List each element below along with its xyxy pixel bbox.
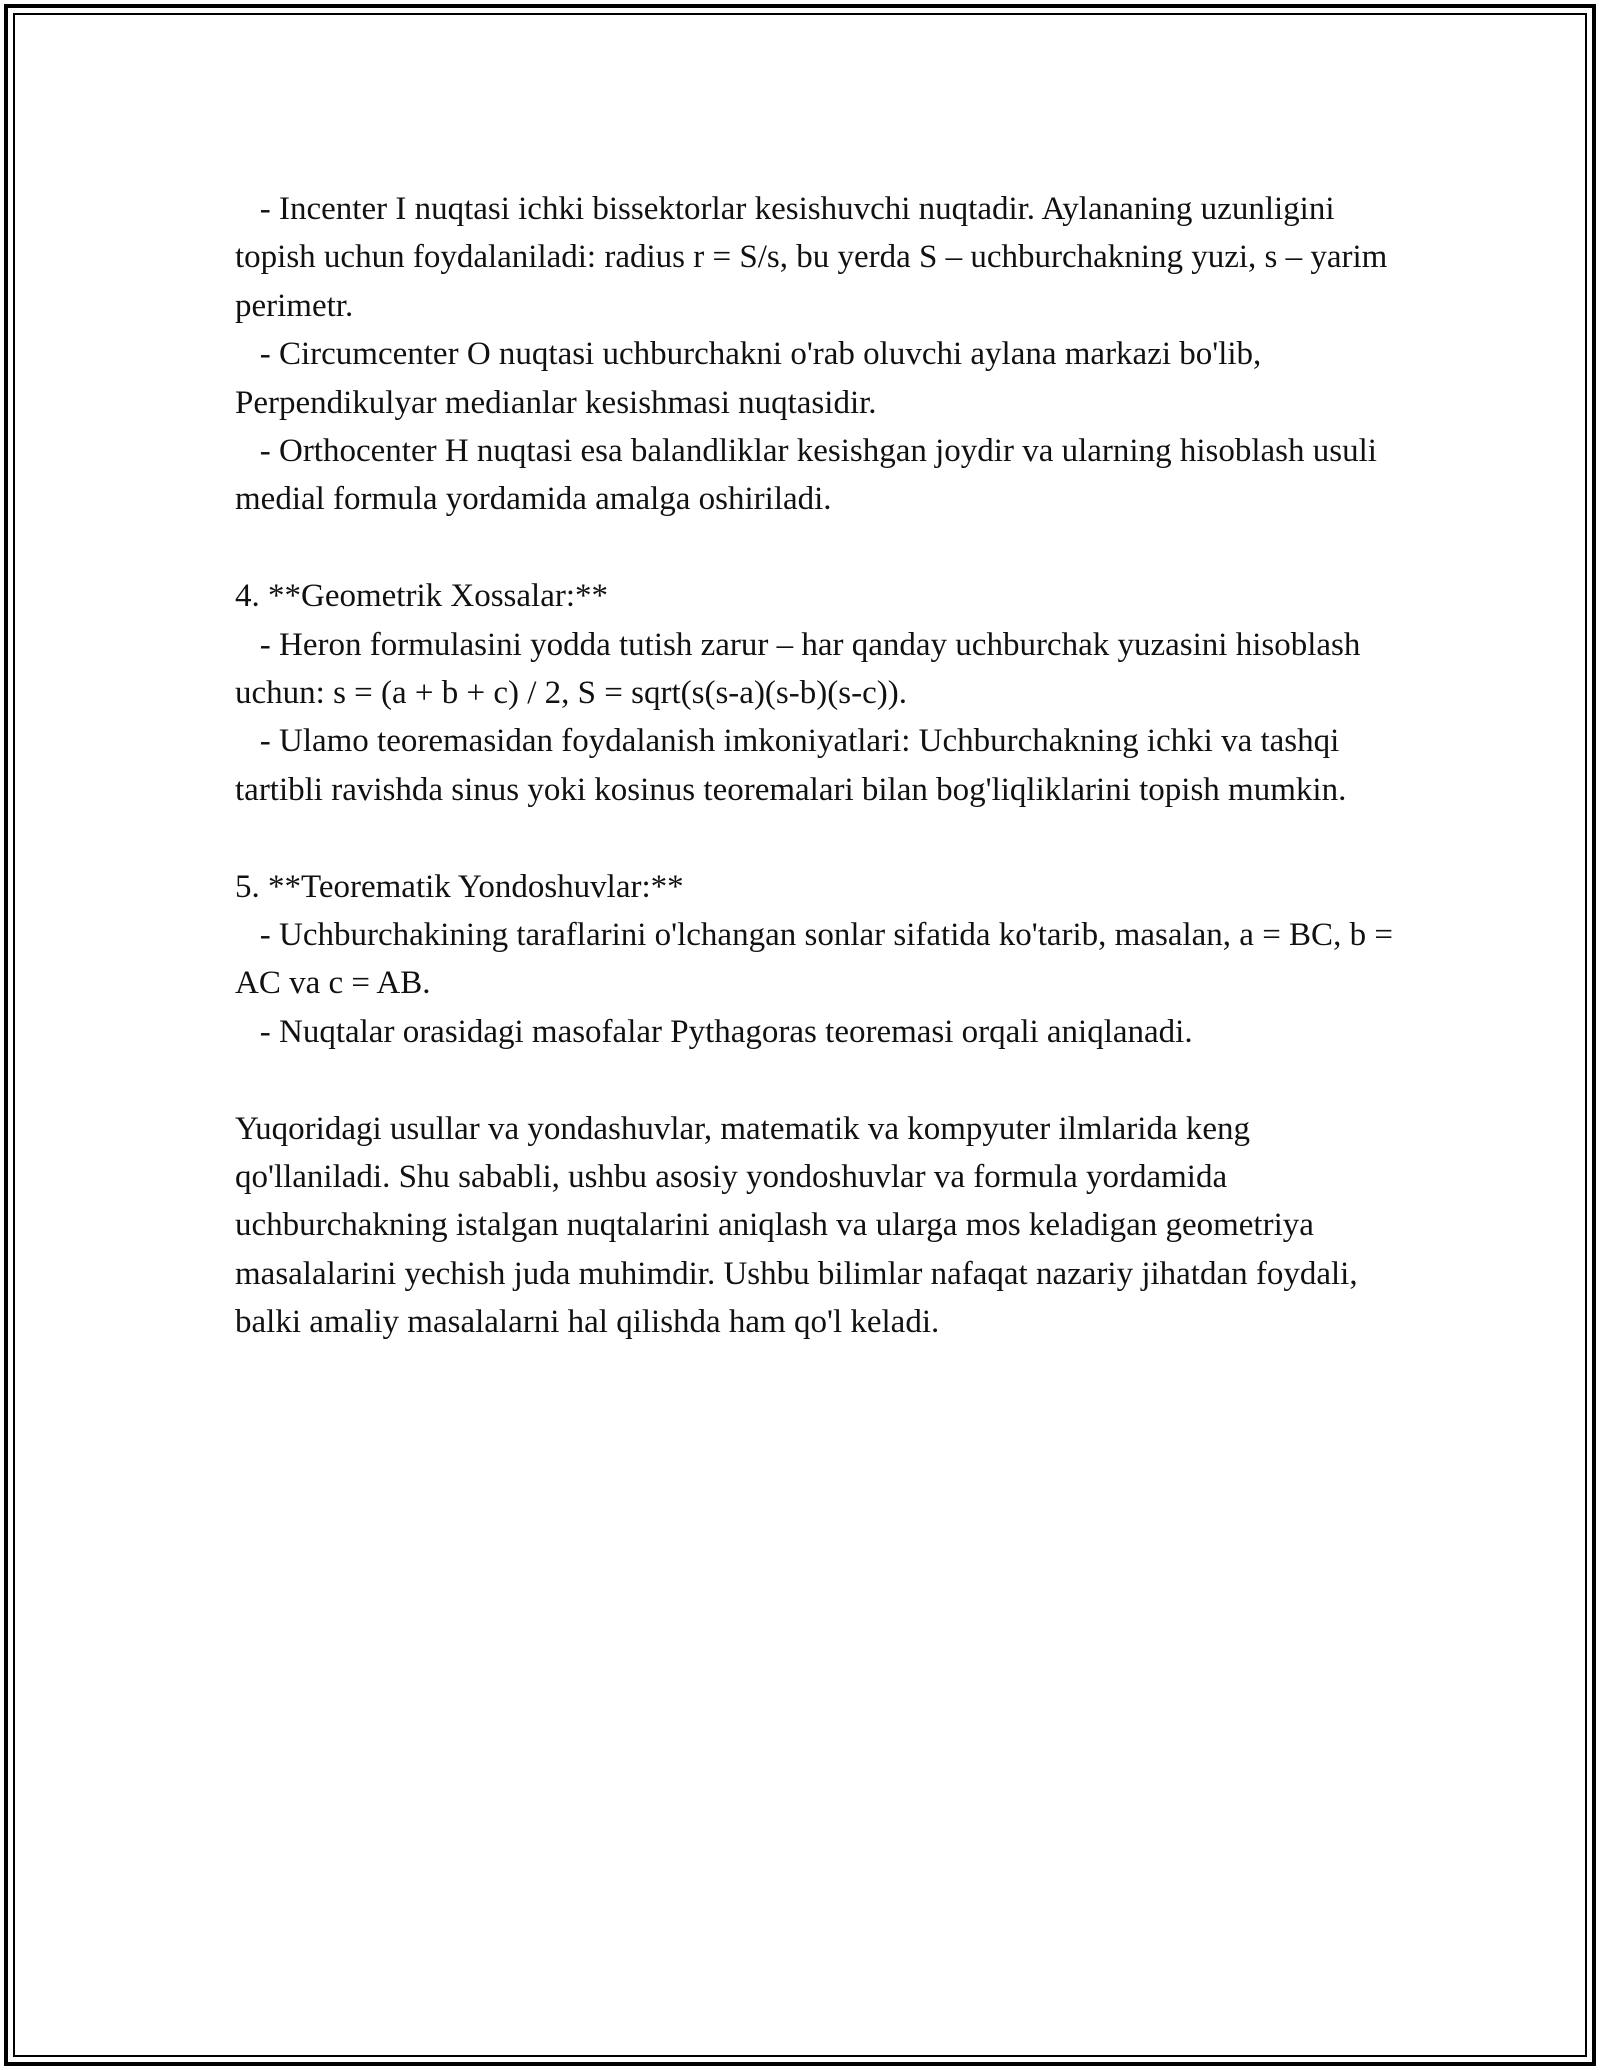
section-heading-geometrik-xossalar: 4. **Geometrik Xossalar:**: [235, 578, 609, 615]
paragraph-pythagoras: - Nuqtalar orasidagi masofalar Pythagoras teoremasi orqali aniqlanadi.: [235, 1013, 1193, 1050]
paragraph-ulamo-teoremasi: - Ulamo teoremasidan foydalanish imkoniyatlari: Uchburchakning ichki va tashqi tartibli ravishda sinus yoki kosinus teoremalari bilan bog'liqliklarini topish mumkin.: [235, 723, 1348, 808]
paragraph-incenter: - Incenter I nuqtasi ichki bissektorlar kesishuvchi nuqtadir. Aylananing uzunligini topish uchun foydalaniladi: radius r = S/s, bu yerda S – uchburchakning yuzi, s – yarim perimetr.: [235, 191, 1396, 324]
section-heading-teorematik-yondoshuvlar: 5. **Teorematik Yondoshuvlar:**: [235, 868, 684, 905]
paragraph-taraflar: - Uchburchakining taraflarini o'lchangan sonlar sifatida ko'tarib, masalan, a = BC, b = AC va c = AB.: [235, 917, 1400, 1002]
paragraph-gap: [235, 524, 1395, 572]
paragraph-gap: [235, 1056, 1395, 1104]
paragraph-orthocenter: - Orthocenter H nuqtasi esa balandliklar kesishgan joydir va ularning hisoblash usuli medial formula yordamida amalga oshiriladi.: [235, 433, 1386, 518]
paragraph-conclusion: Yuqoridagi usullar va yondashuvlar, matematik va kompyuter ilmlarida keng qo'llaniladi. Shu sababli, ushbu asosiy yondoshuvlar va formula yordamida uchburchakning istalgan nuqtalarini aniqlash va ularga mos keladigan geometriya masalalarini yechish juda muhimdir. Ushbu bilimlar nafaqat nazariy jihatdan foydali, balki amaliy masalalarni hal qilishda ham qo'l keladi.: [235, 1110, 1366, 1341]
paragraph-gap: [235, 814, 1395, 862]
document-body: [235, 185, 1400, 1347]
paragraph-heron-formula: - Heron formulasini yodda tutish zarur – har qanday uchburchak yuzasini hisoblash uchun: s = (a + b + c) / 2, S = sqrt(s(s-a)(s-b)(s-c)).: [235, 626, 1369, 712]
paragraph-circumcenter: - Circumcenter O nuqtasi uchburchakni o'rab oluvchi aylana markazi bo'lib, Perpendikulyar medianlar kesishmasi nuqtasidir.: [235, 336, 1270, 421]
